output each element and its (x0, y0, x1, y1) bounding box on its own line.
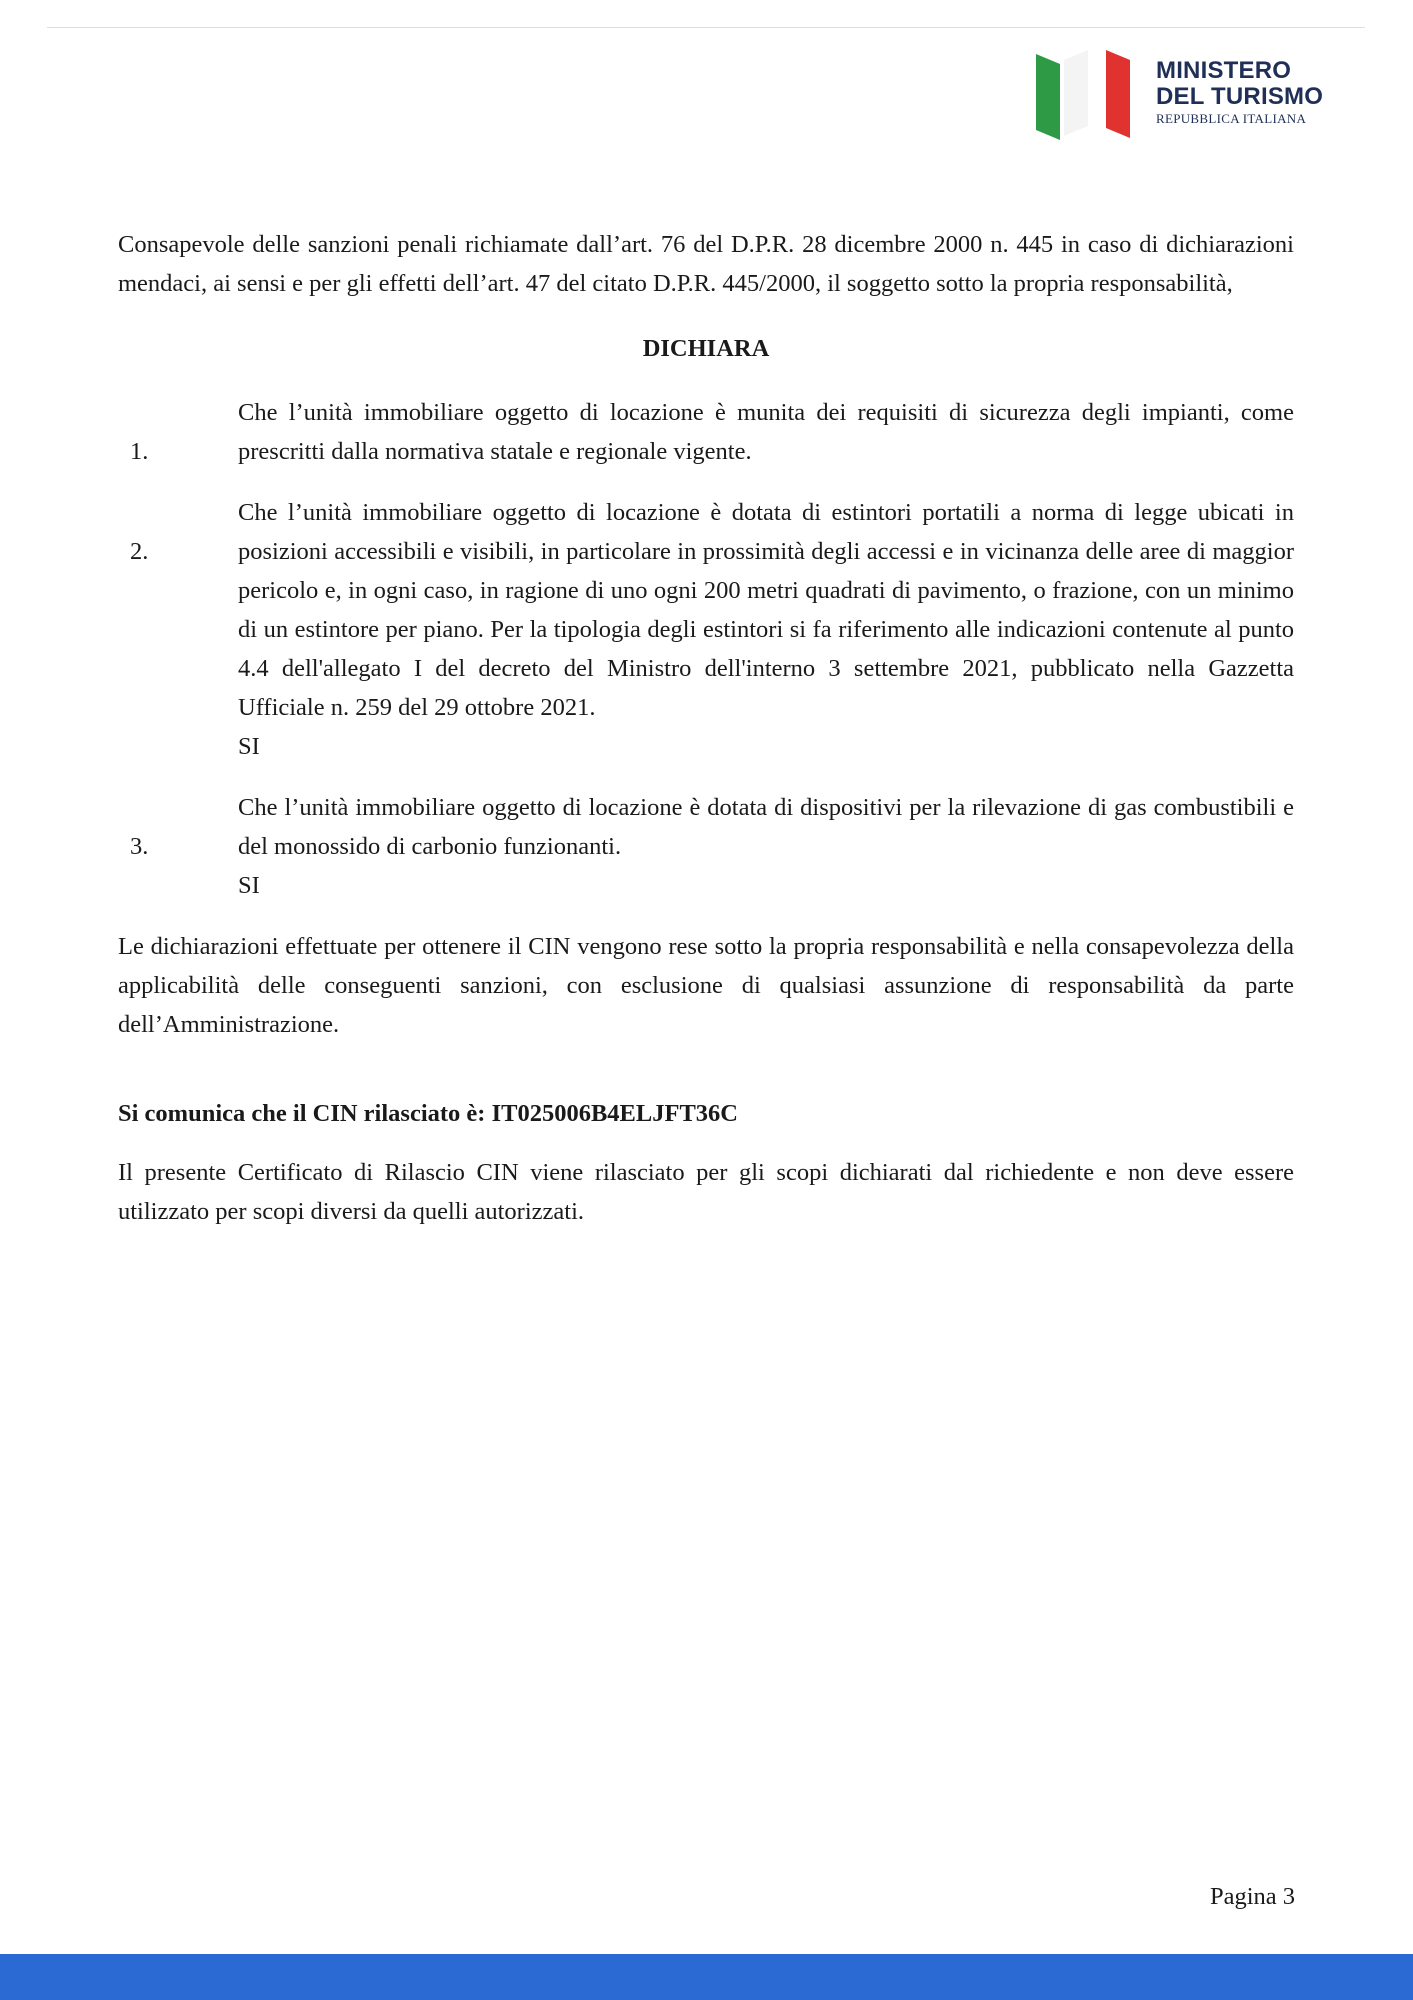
logo-republic-line: REPUBBLICA ITALIANA (1156, 111, 1307, 126)
flag-red-stripe (1106, 50, 1130, 138)
item-body (238, 493, 1294, 766)
item-body (238, 788, 1294, 905)
document-body (118, 225, 1294, 1231)
header-divider (47, 27, 1365, 28)
item-answer: SI (238, 872, 260, 899)
flag-green-stripe (1036, 54, 1060, 140)
cin-statement: Si comunica che il CIN rilasciato è: IT025006B4ELJFT36C (118, 1100, 738, 1127)
item-number: 3. (130, 833, 149, 860)
footer-bar (0, 1954, 1413, 2000)
logo-ministry-line: MINISTERO (1156, 57, 1292, 84)
declaration-item (118, 493, 1294, 766)
item-number: 1. (130, 438, 149, 465)
flag-white-stripe (1064, 50, 1088, 136)
declaration-item (118, 393, 1294, 471)
logo-text (1156, 58, 1336, 128)
logo-department-line: DEL TURISMO (1156, 83, 1324, 110)
item-answer: SI (238, 733, 260, 760)
intro-paragraph: Consapevole delle sanzioni penali richiamate dall’art. 76 del D.P.R. 28 dicembre 2000 n. 445 in caso di dichiarazioni mendaci, ai sensi e per gli effetti dell’art. 47 del citato D.P.R. 445/2000, il soggetto sotto la propria responsabilità, (118, 231, 1294, 297)
page-number: Pagina 3 (1209, 1883, 1295, 1910)
ministry-logo (1036, 48, 1336, 140)
declaration-heading: DICHIARA (642, 335, 770, 362)
declaration-item (118, 788, 1294, 905)
item-text: Che l’unità immobiliare oggetto di locazione è dotata di dispositivi per la rilevazione di gas combustibili e del monossido di carbonio funzionanti. (238, 794, 1294, 860)
closing-paragraph: Le dichiarazioni effettuate per ottenere il CIN vengono rese sotto la propria responsabilità e nella consapevolezza della applicabilità delle conseguenti sanzioni, con esclusione di qualsiasi assunzione di responsabilità da parte dell’Amministrazione. (118, 933, 1294, 1038)
italian-flag-icon (1036, 48, 1140, 140)
item-text: Che l’unità immobiliare oggetto di locazione è munita dei requisiti di sicurezza degli impianti, come prescritti dalla normativa statale e regionale vigente. (238, 399, 1294, 465)
item-number: 2. (130, 538, 149, 565)
item-body (238, 393, 1294, 471)
item-text: Che l’unità immobiliare oggetto di locazione è dotata di estintori portatili a norma di legge ubicati in posizioni accessibili e visibili, in particolare in prossimità degli accessi e in vicinanza delle aree di maggior pericolo e, in ogni caso, in ragione di uno ogni 200 metri quadrati di pavimento, o frazione, con un minimo di un estintore per piano. Per la tipologia degli estintori si fa riferimento alle indicazioni contenute al punto 4.4 dell'allegato I del decreto del Ministro dell'interno 3 settembre 2021, pubblicato nella Gazzetta Ufficiale n. 259 del 29 ottobre 2021. (238, 499, 1294, 721)
final-note: Il presente Certificato di Rilascio CIN viene rilasciato per gli scopi dichiarati dal richiedente e non deve essere utilizzato per scopi diversi da quelli autorizzati. (118, 1159, 1294, 1225)
